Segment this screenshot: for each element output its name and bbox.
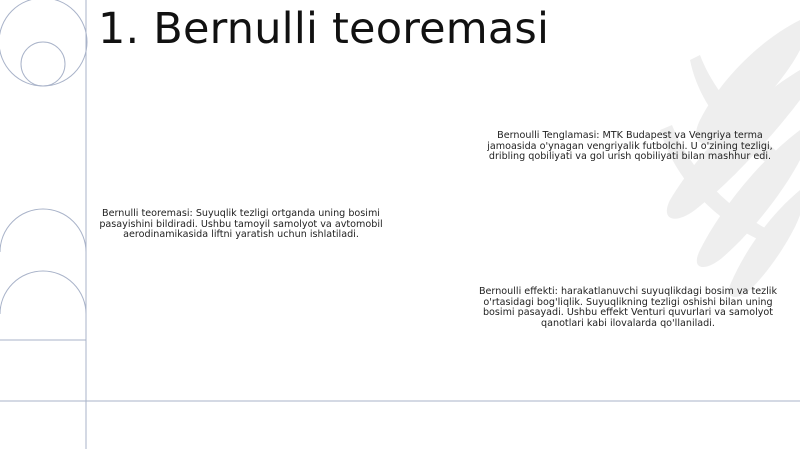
upper-arch bbox=[0, 209, 86, 252]
text-block-bernulli-teoremasi: Bernulli teoremasi: Suyuqlik tezligi ortganda uning bosimi pasayishini bildiradi. Ushbu tamoyil samolyot va avtomobil aerodinamikasida liftni yaratish uchun ishlatiladi. bbox=[99, 208, 383, 241]
outer-circle bbox=[0, 0, 87, 86]
text-block-bernoulli-effekti: Bernoulli effekti: harakatlanuvchi suyuqlikdagi bosim va tezlik o'rtasidagi bog'liqlik. Suyuqlikning tezligi oshishi bilan uning bosimi pasayadi. Ushbu effekt Venturi quvurlari va samolyot qanotlari kabi ilovalarda qo'llaniladi. bbox=[478, 286, 778, 329]
slide-title: 1. Bernulli teoremasi bbox=[98, 4, 550, 54]
text-block-bernoulli-tenglamasi: Bernoulli Tenglamasi: MTK Budapest va Vengriya terma jamoasida o'ynagan vengriyalik futbolchi. U o'zining tezligi, dribling qobiliyati va gol urish qobiliyati bilan mashhur edi. bbox=[487, 130, 773, 163]
lower-arch bbox=[0, 271, 86, 314]
inner-circle bbox=[21, 42, 65, 86]
